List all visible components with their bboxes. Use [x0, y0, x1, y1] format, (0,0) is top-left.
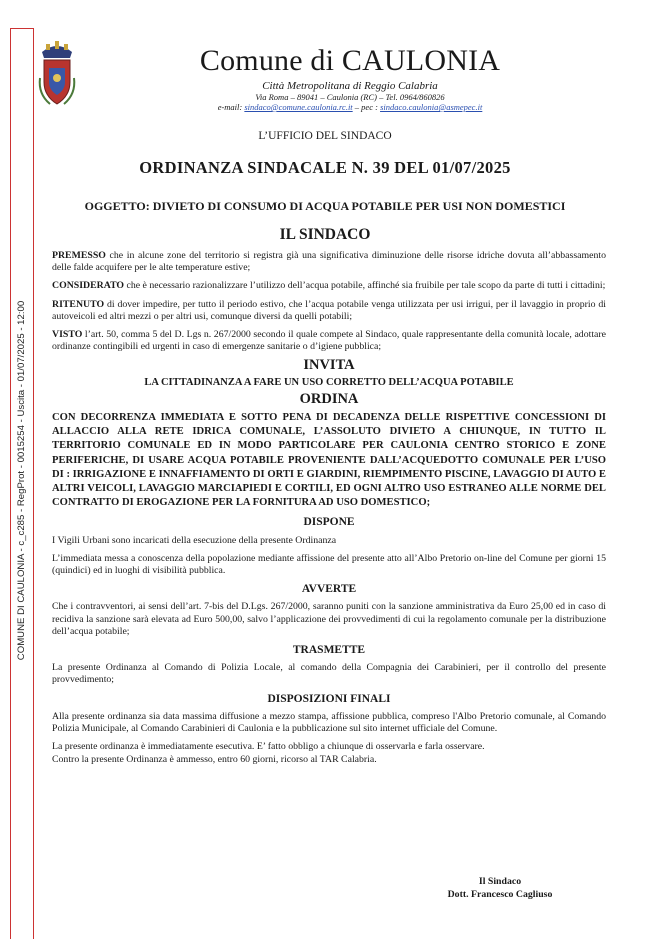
- ordina-text: CON DECORRENZA IMMEDIATA E SOTTO PENA DI DECADENZA DELLE RISPETTIVE CONCESSIONI DI ALLACCIO ALLA RETE IDRICA COMUNALE, L’ASSOLUTO DIVIETO A CHIUNQUE, IN TUTTO IL TERRITORIO COMUNALE ED IN MODO PARTICOLARE PER CAULONIA CENTRO STORICO E ZONE PERIFERICHE, DI USARE ACQUA POTABILE PROVENIENTE DALL’ACQUEDOTTO COMUNALE PER L’USO DI : IRRIGAZIONE E INNAFFIAMENTO DI ORTI E GIARDINI, RIEMPIMENTO PISCINE, LAVAGGIO DI AUTO E ALTRI VEICOLI, LAVAGGIO MARCIAPIEDI E CORTILI, ED OGNI ALTRO USO ESTRANEO ALLE NORME DEL CONTRATTO DI EROGAZIONE PER LA FORNITURA AD USO DOMESTICO;: [52, 412, 606, 509]
- final-provision-3: Contro la presente Ordinanza è ammesso, entro 60 giorni, ricorso al TAR Calabria.: [52, 753, 377, 765]
- final-provision-2: La presente ordinanza è immediatamente esecutiva. E’ fatto obbligo a chiunque di osservarla e farla osservare.: [52, 741, 485, 753]
- protocol-stamp: COMUNE DI CAULONIA - c_c285 - RegProt - 0015254 - Uscita - 01/07/2025 - 12:00: [16, 300, 28, 660]
- ordina-heading: ORDINA: [299, 390, 359, 407]
- considerato-paragraph: CONSIDERATO che è necessario razionalizzare l’utilizzo dell’acqua potabile, affinché sia fruibile per tale scopo da parte di tutti i cittadini;: [52, 280, 606, 292]
- signature-name: Dott. Francesco Cagliuso: [447, 889, 553, 900]
- final-provision-1: Alla presente ordinanza sia data massima diffusione a mezzo stampa, affissione pubblica, compreso l'Albo Pretorio comunale, al Comando Polizia Municipale, al Comando Carabinieri di Caulonia e la pubblicazione sul sito internet ufficiale del Comune.: [52, 710, 606, 735]
- dispone-item-2: L’immediata messa a conoscenza della popolazione mediante affissione del presente atto all’Albo Pretorio on-line del Comune per giorni 15 (quindici) ed in luoghi di visibilità pubblica.: [52, 552, 606, 577]
- premesso-paragraph: PREMESSO che in alcune zone del territorio si registra già una significativa diminuzione delle risorse idriche dovuta all’abbassamento delle falde acquifere per le alte temperature estive;: [52, 250, 606, 274]
- subject-line: OGGETTO: DIVIETO DI CONSUMO DI ACQUA POTABILE PER USI NON DOMESTICI: [84, 199, 566, 213]
- dispone-heading: DISPONE: [303, 516, 355, 529]
- municipality-address: Via Roma – 89041 – Caulonia (RC) – Tel. 0964/860826: [255, 92, 445, 102]
- municipality-subtitle: Città Metropolitana di Reggio Calabria: [262, 80, 438, 92]
- municipality-title: Comune di CAULONIA: [199, 44, 501, 77]
- municipal-crest-icon: [36, 38, 78, 112]
- ordinance-body: [52, 250, 606, 772]
- invita-text: LA CITTADINANZA A FARE UN USO CORRETTO DELL’ACQUA POTABILE: [144, 376, 514, 388]
- trasmette-text: La presente Ordinanza al Comando di Polizia Locale, al comando della Compagnia dei Carabinieri, per il controllo del presente provvedimento;: [52, 662, 606, 686]
- avverte-heading: AVVERTE: [301, 583, 357, 596]
- mayor-heading: IL SINDACO: [279, 226, 371, 243]
- ritenuto-paragraph: RITENUTO di dover impedire, per tutto il periodo estivo, che l’acqua potabile venga utilizzata per usi irrigui, per il lavaggio in proprio di autoveicoli ed altri mezzi o per altri usi, comunque diversi da quelli potabili;: [52, 298, 606, 322]
- trasmette-heading: TRASMETTE: [292, 644, 366, 657]
- invita-heading: INVITA: [303, 357, 355, 374]
- dispone-item-1: I Vigili Urbani sono incaricati della esecuzione della presente Ordinanza: [52, 534, 337, 546]
- email-link[interactable]: sindaco@comune.caulonia.rc.it: [244, 102, 353, 112]
- final-provisions-heading: DISPOSIZIONI FINALI: [267, 692, 391, 705]
- signature-role: Il Sindaco: [478, 876, 522, 887]
- visto-paragraph: VISTO l’art. 50, comma 5 del D. Lgs n. 267/2000 secondo il quale compete al Sindaco, quale rappresentante della comunità locale, adottare ordinanze contingibili ed urgenti in caso di emergenze sanitarie o d’igiene pubblica;: [52, 329, 606, 353]
- contact-line: e-mail: sindaco@comune.caulonia.rc.it – pec : sindaco.caulonia@asmepec.it: [217, 102, 483, 112]
- avverte-text: Che i contravventori, ai sensi dell’art. 7-bis del D.Lgs. 267/2000, saranno puniti con la sanzione amministrativa da Euro 25,00 ed in caso di recidiva la sanzione sarà elevata ad Euro 500,00, salvo l’applicazione dei provvedimenti di cui la regolamento comunale per la distribuzione dell’acqua potabile;: [52, 601, 606, 637]
- letterhead: [150, 44, 550, 112]
- pec-link[interactable]: sindaco.caulonia@asmepec.it: [380, 102, 483, 112]
- office-label: L’UFFICIO DEL SINDACO: [258, 130, 392, 142]
- signature-block: [420, 875, 580, 901]
- ordinance-title: ORDINANZA SINDACALE N. 39 DEL 01/07/2025: [139, 158, 511, 177]
